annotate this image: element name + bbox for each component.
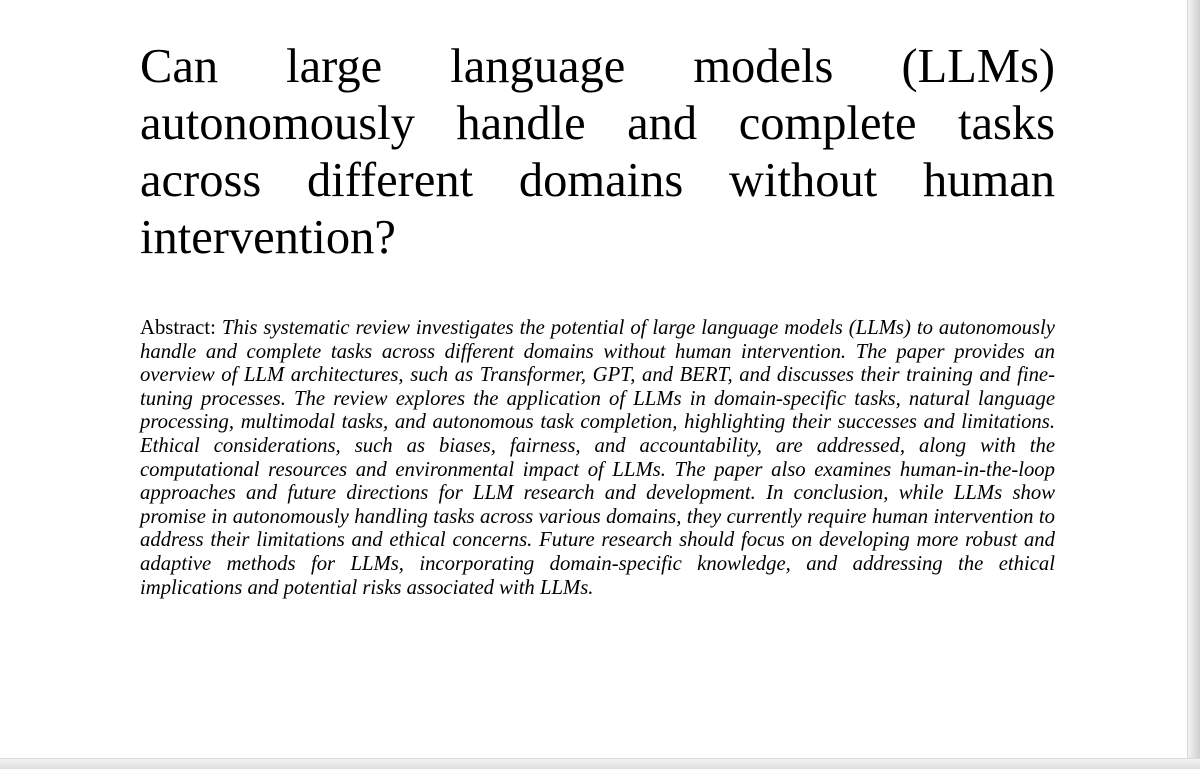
abstract-paragraph [140,317,1055,600]
abstract-text: This systematic review investigates the potential of large language models (LLMs) to autonomously handle and complete tasks across different domains without human intervention. The paper provides an overview of LLM architectures, such as Transformer, GPT, and BERT, and discusses their training and fine-tuning processes. The review explores the application of LLMs in domain-specific tasks, natural language processing, multimodal tasks, and autonomous task completion, highlighting their successes and limitations. Ethical considerations, such as biases, fairness, and accountability, are addressed, along with the computational resources and environmental impact of LLMs. The paper also examines human-in-the-loop approaches and future directions for LLM research and development. In conclusion, while LLMs show promise in autonomously handling tasks across various domains, they currently require human intervention to address their limitations and ethical concerns. Future research should focus on developing more robust and adaptive methods for LLMs, incorporating domain-specific knowledge, and addressing the ethical implications and potential risks associated with LLMs. [140,317,1055,599]
paper-title: Can large language models (LLMs) autonomously handle and complete tasks across different domains without human intervention? [140,40,1055,264]
page-edge-right [1187,0,1200,769]
page-edge-bottom [0,758,1200,769]
abstract-label: Abstract: [140,317,222,339]
